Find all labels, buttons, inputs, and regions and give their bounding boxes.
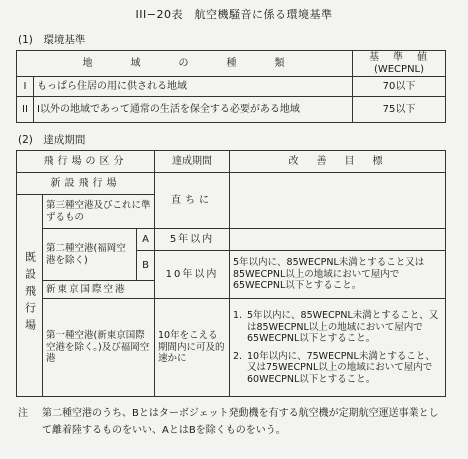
existing-label: 既設飛行場 — [23, 251, 37, 336]
goal-item-2 — [233, 351, 442, 386]
header-value-bottom: (WECPNL) — [373, 63, 425, 75]
header-value-top: 基 準 値 — [369, 51, 429, 63]
note-text: 第二種空港のうち、Bとはターボジェット発動機を有する航空機が定期航空運送事業として離着陸するものをいい、AとはBを除くものをいう。 — [42, 408, 439, 436]
row-roman: II — [17, 97, 34, 123]
row-area: もっぱら住居の用に供される地域 — [34, 77, 353, 97]
goal-num-2: 2. — [233, 350, 243, 362]
new-airport-period: 直ちに — [155, 173, 230, 229]
goal-num-1: 1. — [233, 310, 243, 321]
header-goal: 改 善 目 標 — [230, 151, 446, 173]
section2-heading: (2) 達成期間 — [18, 134, 86, 146]
period-a: 5年以内 — [155, 229, 230, 251]
goal-item-1 — [233, 310, 442, 345]
table-title: III−20表 航空機騒音に係る環境基準 — [135, 8, 333, 21]
header-category: 飛行場の区分 — [17, 151, 155, 173]
row-value: 75以下 — [353, 97, 446, 123]
row-roman: I — [17, 77, 34, 97]
table-row — [17, 77, 446, 97]
footnote — [18, 405, 448, 439]
row-area: I以外の地域であって通常の生活を保全する必要がある地域 — [34, 97, 353, 123]
row-value: 70以下 — [353, 77, 446, 97]
goal-b: 5年以内に、85WECPNL未満とすること又は85WECPNL以上の地域において屋内で65WECPNL以下とすること。 — [230, 251, 446, 299]
goal-empty — [230, 173, 446, 229]
note-label: 注 — [18, 408, 28, 419]
section1-heading: (1) 環境基準 — [18, 34, 86, 46]
goal-first — [230, 299, 446, 397]
header-value — [353, 51, 446, 77]
narita: 新東京国際空港 — [43, 281, 155, 299]
header-period: 達成期間 — [155, 151, 230, 173]
second-class: 第二種空港(福岡空港を除く) — [43, 229, 137, 281]
existing-airport — [17, 195, 43, 397]
goal-a — [230, 229, 446, 251]
period-b: 10年以内 — [155, 251, 230, 299]
header-area: 地 域 の 種 類 — [17, 51, 353, 77]
goal-text-2: 10年以内に、75WECPNL未満とすること、又は75WECPNL以上の地域において屋内で60WECPNL以下とすること。 — [247, 350, 435, 385]
mark-a: A — [137, 229, 155, 251]
third-class: 第三種空港及びこれに準ずるもの — [43, 195, 155, 229]
period-table — [16, 150, 446, 397]
new-airport: 新設飛行場 — [17, 173, 155, 195]
mark-b: B — [137, 251, 155, 281]
standards-table — [16, 50, 446, 123]
table-row — [17, 97, 446, 123]
first-class: 第一種空港(新東京国際空港を除く。)及び福岡空港 — [43, 299, 155, 397]
goal-text-1: 5年以内に、85WECPNL未満とすること、又は85WECPNL以上の地域において屋内で65WECPNL以下とすること。 — [247, 310, 439, 344]
first-period: 10年をこえる期間内に可及的速かに — [155, 299, 230, 397]
